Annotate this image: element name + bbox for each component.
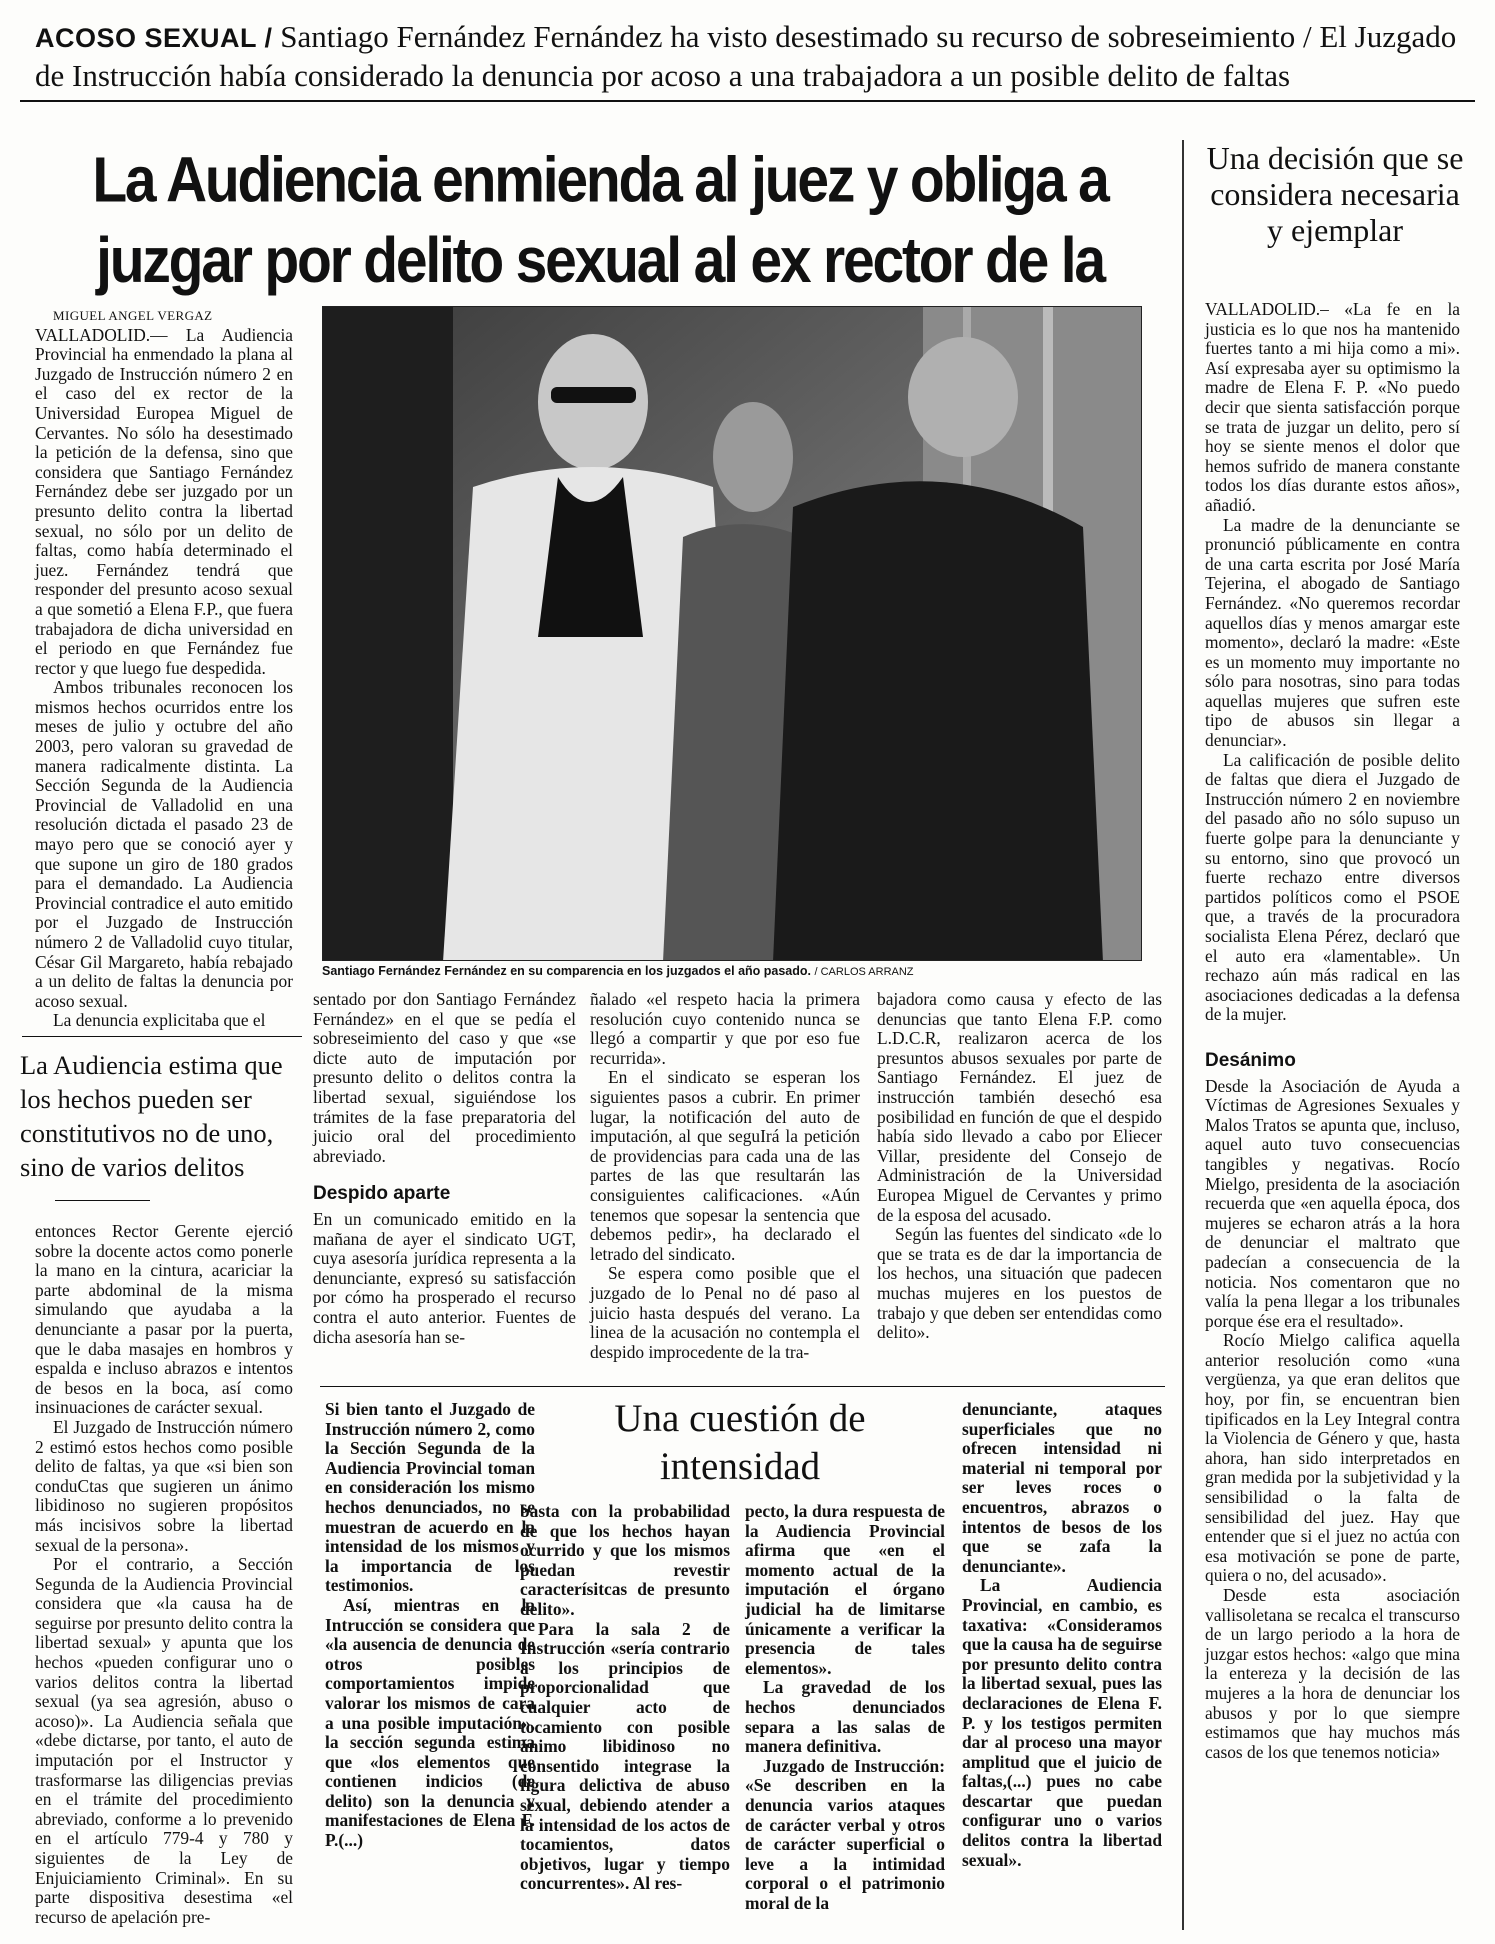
- paragraph: Así, mientras en la Intrucción se considera que «la ausencia de denuncia de otros posibles comportamientos impide valorar los mismos de cara a una posible imputación», la sección segunda estima que «los elementos que contienen indicios (de delito) son la denuncia y manifestaciones de Elena F. P.(...): [325, 1594, 535, 1851]
- paragraph: Rocío Mielgo califica aquella anterior resolución como «una vergüenza, ya que eran delitos que hoy, por fin, se encuentran bien tipificados en la Ley Integral contra la Violencia de Género y que, hasta ahora, han sido interpretados en gran medida por la subjetividad y la sensibilidad o la falta de sensibilidad del juez. Hay que entender que si el juez no actúa con esa motivación se pone de parte, quiera o no, del acusado».: [1205, 1330, 1460, 1586]
- box-column-2: [520, 1502, 730, 1894]
- photo-caption: [322, 964, 1142, 978]
- paragraph: Si bien tanto el Juzgado de Instrucción número 2, como la Sección Segunda de la Audiencia Provincial toman en consideración los mismo hechos denunciados, no se muestran de acuerdo en la intensidad de los mismos y la importancia de los testimonios.: [325, 1399, 535, 1596]
- caption-text: Santiago Fernández Fernández en su comparencia en los juzgados el año pasado.: [322, 964, 812, 978]
- paragraph: sentado por don Santiago Fernández Fernández» en el que se pedía el sobreseimiento del caso y que «se dicte auto de imputación por presunto delito o delitos contra la libertad sexual, siguiéndose los trámites de la fase preparatoria del juicio oral del procedimiento abreviado.: [313, 989, 576, 1166]
- subhead: Despido aparte: [313, 1183, 451, 1205]
- kicker: [35, 18, 1465, 95]
- pullquote-rule-bottom: [55, 1200, 150, 1201]
- box-rule: [320, 1386, 1165, 1387]
- column-1: [35, 306, 293, 1031]
- paragraph: bajadora como causa y efecto de las denuncias que tanto Elena F.P. como L.D.C.R, realizaron acerca de los presuntos abusos sexuales por parte de Santiago Fernández. El juez de instrucción también desechó esa posibilidad en función de que el despido había sido llevado a cabo por Eliecer Villar, presidente del Consejo de Administración de la Universidad Europea Miguel de Cervantes y primo de la esposa del acusado.: [877, 989, 1162, 1225]
- paragraph: Según las fuentes del sindicato «de lo que se trata es de dar la importancia de los hechos, una situación que padecen muchas mujeres en los puestos de trabajo y que deben ser entendidas como delito».: [877, 1224, 1162, 1343]
- paragraph: entonces Rector Gerente ejerció sobre la docente actos como ponerle la mano en la cintura, acariciar la parte abdominal de la misma simulando que ayudaba a la denunciante a pasar por la puerta, que le daba masajes en hombros y espalda e incluso abrazos e intentos de besos en la boca, así como insinuaciones de carácter sexual.: [35, 1221, 293, 1418]
- column-4: [877, 990, 1162, 1343]
- paragraph: La madre de la denunciante se pronunció públicamente en contra de una carta escrita por José María Tejerina, el abogado de Santiago Fernández. «No queremos recordar aquellos días y menos amargar este momento», declaró la madre: «Este es un momento muy importante no sólo para nosotras, sino para todas aquellas mujeres que sufren este tipo de abusos sin llegar a denunciar».: [1205, 514, 1460, 751]
- paragraph: Por el contrario, a Sección Segunda de la Audiencia Provincial considera que «la causa ha de seguirse por presunto delito contra la libertad sexual» y apunta que los hechos «pueden configurar uno o varios delitos contra la libertad sexual (ya sea agresión, abuso o acoso)». La Audiencia señala que «debe dictarse, por tanto, el auto de imputación por el Instructor y trasformarse las diligencias previas en el trámite del procedimiento abreviado, conforme a lo prevenido en el artículo 779-4 y 780 y siguientes de la Ley de Enjuiciamiento Criminal». En su parte dispositiva desestima «el recurso de apelación pre-: [35, 1554, 293, 1927]
- paragraph: pecto, la dura respuesta de la Audiencia Provincial afirma que «en el momento actual de la imputación el órgano judicial ha de limitarse únicamente a verificar la presencia de tales elementos».: [745, 1501, 945, 1678]
- paragraph: En un comunicado emitido en la mañana de ayer el sindicato UGT, cuya asesoría jurídica representa a la denunciante, expresó su satisfacción por cómo ha prosperado el recurso contra el auto anterior. Fuentes de dicha asesoría han se-: [313, 1208, 576, 1347]
- byline: MIGUEL ANGEL VERGAZ: [53, 308, 213, 323]
- paragraph: Desde la Asociación de Ayuda a Víctimas de Agresiones Sexuales y Malos Tratos se apunta que, incluso, aquel auto tuvo consecuencias tangibles y negativas. Rocío Mielgo, presidenta de la asociación recuerda que «en aquella época, dos mujeres se echaron atrás a la hora de denunciar el maltrato que padecían a consecuencia de la noticia. Nos comentaron que no valía la pena llegar a los tribunales porque ése era el resultado».: [1205, 1075, 1460, 1331]
- column-1b: [35, 1222, 293, 1927]
- kicker-text: Santiago Fernández Fernández ha visto desestimado su recurso de sobreseimiento / El Juzgado de Instrucción había considerado la denuncia por acoso a una trabajadora a un posible delito de faltas: [35, 19, 1457, 93]
- sidebar-title: Una decisión que se considera necesaria y ejemplar: [1206, 140, 1464, 248]
- paragraph: ñalado «el respeto hacia la primera resolución cuyo contenido nunca se llegó a compartir y que por eso fue recurrida».: [590, 989, 860, 1068]
- paragraph: La calificación de posible delito de faltas que diera el Juzgado de Instrucción número 2 en noviembre del pasado año no sólo supuso un fuerte golpe para la denunciante y su entorno, sino que provocó un fuerte rechazo entre diversos partidos políticos como el PSOE que, a través de la procuradora socialista Elena Pérez, declaró que el auto era «lamentable». Un rechazo aún más radical en las asociaciones dedicadas a la defensa de la mujer.: [1205, 749, 1460, 1025]
- box-column-3: [745, 1502, 945, 1913]
- paragraph: VALLADOLID.— La Audiencia Provincial ha enmendado la plana al Juzgado de Instrucción número 2 en el caso del ex rector de la Universidad Europea Miguel de Cervantes. No sólo ha desestimado la petición de la defensa, sino que considera que Santiago Fernández Fernández debe ser juzgado por un presunto delito contra la libertad sexual, no sólo por un delito de faltas, como había determinado el juez. Fernández tendrá que responder del presunto acoso sexual a que sometió a Elena F.P., que fuera trabajadora de dicha universidad en el periodo en que Fernández fue rector y que luego fue despedida.: [35, 324, 293, 678]
- box-title: Una cuestión de intensidad: [614, 1397, 866, 1488]
- paragraph: Ambos tribunales reconocen los mismos hechos ocurridos entre los meses de julio y octubre del año 2003, pero valoran su gravedad de manera radicalmente distinta. La Sección Segunda de la Audiencia Provincial de Valladolid en una resolución dictada el pasado 23 de mayo pero que se conoció ayer y que supone un giro de 180 grados para el demandado. La Audiencia Provincial contradice el auto emitido por el Juzgado de Instrucción número 2 de Valladolid cuyo titular, César Gil Margareto, había rebajado a un delito de faltas la denuncia por acoso sexual.: [35, 677, 293, 1011]
- headline: La Audiencia enmienda al juez y obliga a juzgar por delito sexual al ex rector de la: [92, 144, 1108, 297]
- column-3: [590, 990, 860, 1362]
- paragraph: El Juzgado de Instrucción número 2 estimó estos hechos como posible delito de faltas, ya que «si bien son conduCtas que sugieren un ánimo libidinoso no sugieren propósitos más incisivos sobre la libertad sexual de la persona».: [35, 1416, 293, 1555]
- paragraph: La denuncia explicitaba que el: [53, 1010, 266, 1031]
- sidebar-subhead: Desánimo: [1205, 1049, 1296, 1071]
- paragraph: basta con la probabilidad de que los hechos hayan ocurrido y que los mismos puedan revestir caracterísitcas de presunto delito».: [520, 1501, 730, 1619]
- pull-quote: La Audiencia estima que los hechos pueden ser constitutivos no de uno, sino de varios delitos: [20, 1050, 283, 1182]
- news-photo: [322, 306, 1142, 961]
- paragraph: La Audiencia Provincial, en cambio, es taxativa: «Consideramos que la causa ha de seguirse por presunto delito contra la libertad sexual, pues las declaraciones de Elena F. P. y los testigos permiten dar al proceso una mayor amplitud que el juicio de faltas,(...) pues no cabe descartar que puedan configurar uno o varios delitos contra la libertad sexual».: [962, 1575, 1162, 1870]
- sidebar-divider: [1182, 140, 1184, 1930]
- paragraph: Desde esta asociación vallisoletana se recalca el transcurso de un largo periodo a la hora de juzgar estos hechos: «algo que mina la entereza y la decisión de las mujeres a la hora de denunciar los abusos y por lo que siempre estimamos que hay muchos más casos de los que tenemos noticia»: [1205, 1585, 1460, 1762]
- section-label: ACOSO SEXUAL /: [35, 23, 273, 53]
- column-2: [313, 990, 576, 1347]
- box-column-1: [325, 1400, 535, 1851]
- photo-credit: / CARLOS ARRANZ: [814, 966, 914, 978]
- sidebar-column: [1205, 300, 1460, 1762]
- top-rule: [20, 100, 1475, 102]
- paragraph: denunciante, ataques superficiales que no ofrecen intensidad ni material ni temporal por ser leves roces o encuentros, abrazos o intentos de besos de los que se zafa la denunciante».: [962, 1399, 1162, 1576]
- pullquote-rule-top: [22, 1036, 302, 1037]
- paragraph: Para la sala 2 de Instrucción «sería contrario a los principios de proporcionalidad que cualquier acto de tocamiento con posible ánimo libidinoso no consentido integrase la figura delictiva de abuso sexual, debiendo atender a la intensidad de los actos de tocamientos, datos objetivos, lugar y tiempo concurrentes». Al res-: [520, 1618, 730, 1894]
- paragraph: Se espera como posible que el juzgado de lo Penal no dé paso al juicio hasta después del verano. La linea de la acusación no contempla el despido improcedente de la tra-: [590, 1263, 860, 1362]
- paragraph: La gravedad de los hechos denunciados separa a las salas de manera definitiva.: [745, 1677, 945, 1757]
- paragraph: Juzgado de Instrucción: «Se describen en la denuncia varios ataques de carácter verbal y otros de carácter superficial o leve a la intimidad corporal o el patrimonio moral de la: [745, 1755, 945, 1913]
- box-column-4: [962, 1400, 1162, 1870]
- paragraph: En el sindicato se esperan los siguientes pasos a cubrir. En primer lugar, la notificación del auto de imputación, al que seguIrá la petición de providencias para cada una de las partes de las que resultarán las consiguientes calificaciones. «Aún tenemos que sopesar la sentencia que debemos pedir», ha declarado el letrado del sindicato.: [590, 1067, 860, 1264]
- photo-illustration: [323, 307, 1142, 961]
- paragraph: VALLADOLID.– «La fe en la justicia es lo que nos ha mantenido fuertes tanto a mi hija como a mi». Así expresaba ayer su optimismo la madre de Elena F. P. «No puedo decir que sienta satisfacción porque se trata de juzgar un delito, pero sí hoy se siente menos el dolor que hemos sufrido de manera constante todos los días durante estos años», añadió.: [1205, 299, 1460, 515]
